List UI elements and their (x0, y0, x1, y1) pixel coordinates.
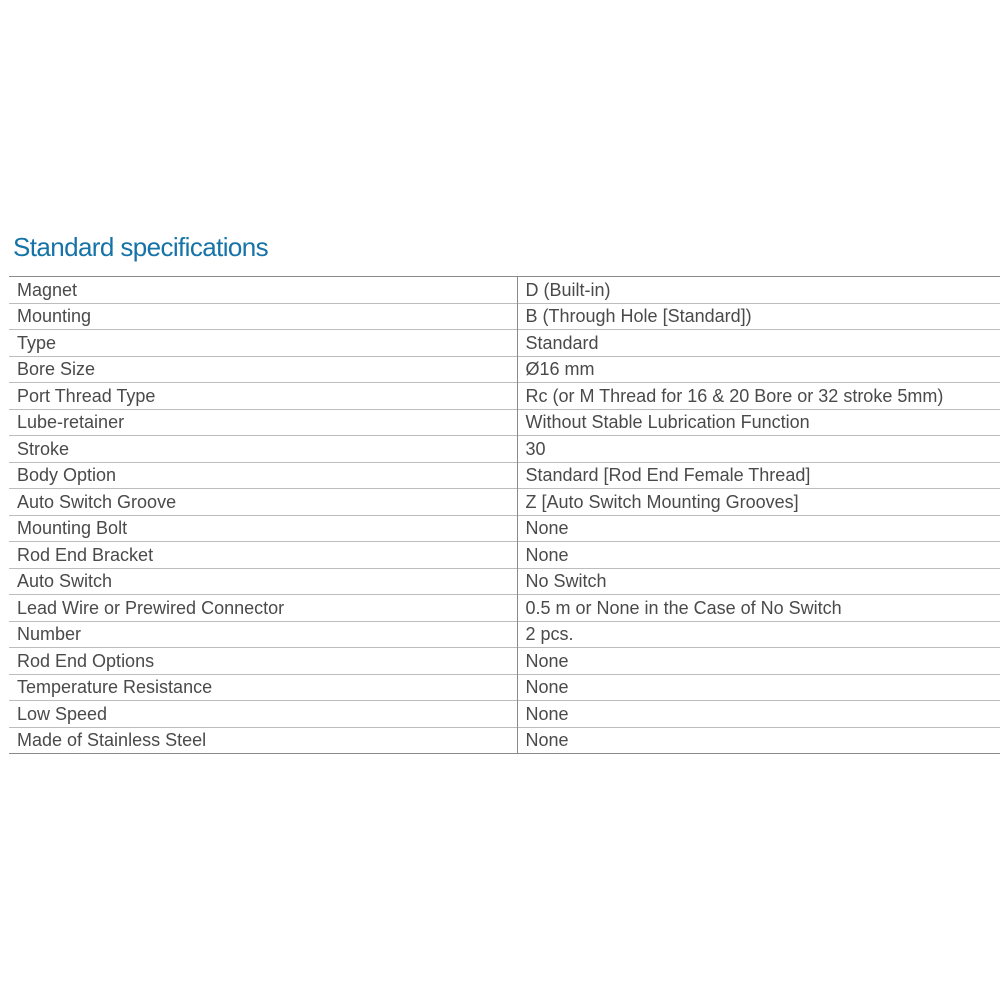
spec-label: Auto Switch Groove (9, 489, 517, 516)
table-row (9, 330, 1000, 357)
spec-value: None (517, 727, 1000, 754)
table-row (9, 595, 1000, 622)
table-row (9, 277, 1000, 304)
spec-label: Mounting (9, 303, 517, 330)
spec-value: Without Stable Lubrication Function (517, 409, 1000, 436)
spec-label: Type (9, 330, 517, 357)
table-row (9, 356, 1000, 383)
table-row (9, 489, 1000, 516)
table-row (9, 701, 1000, 728)
table-row (9, 568, 1000, 595)
table-row (9, 542, 1000, 569)
spec-value: None (517, 648, 1000, 675)
table-row (9, 436, 1000, 463)
spec-label: Low Speed (9, 701, 517, 728)
spec-value: 2 pcs. (517, 621, 1000, 648)
spec-label: Number (9, 621, 517, 648)
spec-value: No Switch (517, 568, 1000, 595)
spec-label: Body Option (9, 462, 517, 489)
spec-label: Lead Wire or Prewired Connector (9, 595, 517, 622)
spec-table (9, 276, 1000, 754)
spec-label: Temperature Resistance (9, 674, 517, 701)
table-row (9, 409, 1000, 436)
spec-value: 0.5 m or None in the Case of No Switch (517, 595, 1000, 622)
spec-value: None (517, 701, 1000, 728)
spec-value: B (Through Hole [Standard]) (517, 303, 1000, 330)
spec-value: Standard (517, 330, 1000, 357)
page-title: Standard specifications (13, 232, 269, 262)
spec-label: Stroke (9, 436, 517, 463)
spec-value: 30 (517, 436, 1000, 463)
table-row (9, 462, 1000, 489)
spec-label: Mounting Bolt (9, 515, 517, 542)
spec-label: Lube-retainer (9, 409, 517, 436)
spec-label: Rod End Bracket (9, 542, 517, 569)
table-row (9, 303, 1000, 330)
spec-value: None (517, 674, 1000, 701)
spec-label: Port Thread Type (9, 383, 517, 410)
spec-label: Auto Switch (9, 568, 517, 595)
table-row (9, 515, 1000, 542)
table-row (9, 383, 1000, 410)
spec-value: D (Built-in) (517, 277, 1000, 304)
table-row (9, 727, 1000, 754)
spec-label: Rod End Options (9, 648, 517, 675)
spec-value: None (517, 542, 1000, 569)
spec-label: Bore Size (9, 356, 517, 383)
table-row (9, 648, 1000, 675)
spec-label: Magnet (17, 279, 78, 300)
table-row (9, 621, 1000, 648)
table-row (9, 674, 1000, 701)
spec-value: Ø16 mm (517, 356, 1000, 383)
spec-value: Rc (or M Thread for 16 & 20 Bore or 32 stroke 5mm) (517, 383, 1000, 410)
spec-value: Standard [Rod End Female Thread] (517, 462, 1000, 489)
spec-label: Made of Stainless Steel (9, 727, 517, 754)
spec-value: Z [Auto Switch Mounting Grooves] (517, 489, 1000, 516)
spec-value: None (517, 515, 1000, 542)
